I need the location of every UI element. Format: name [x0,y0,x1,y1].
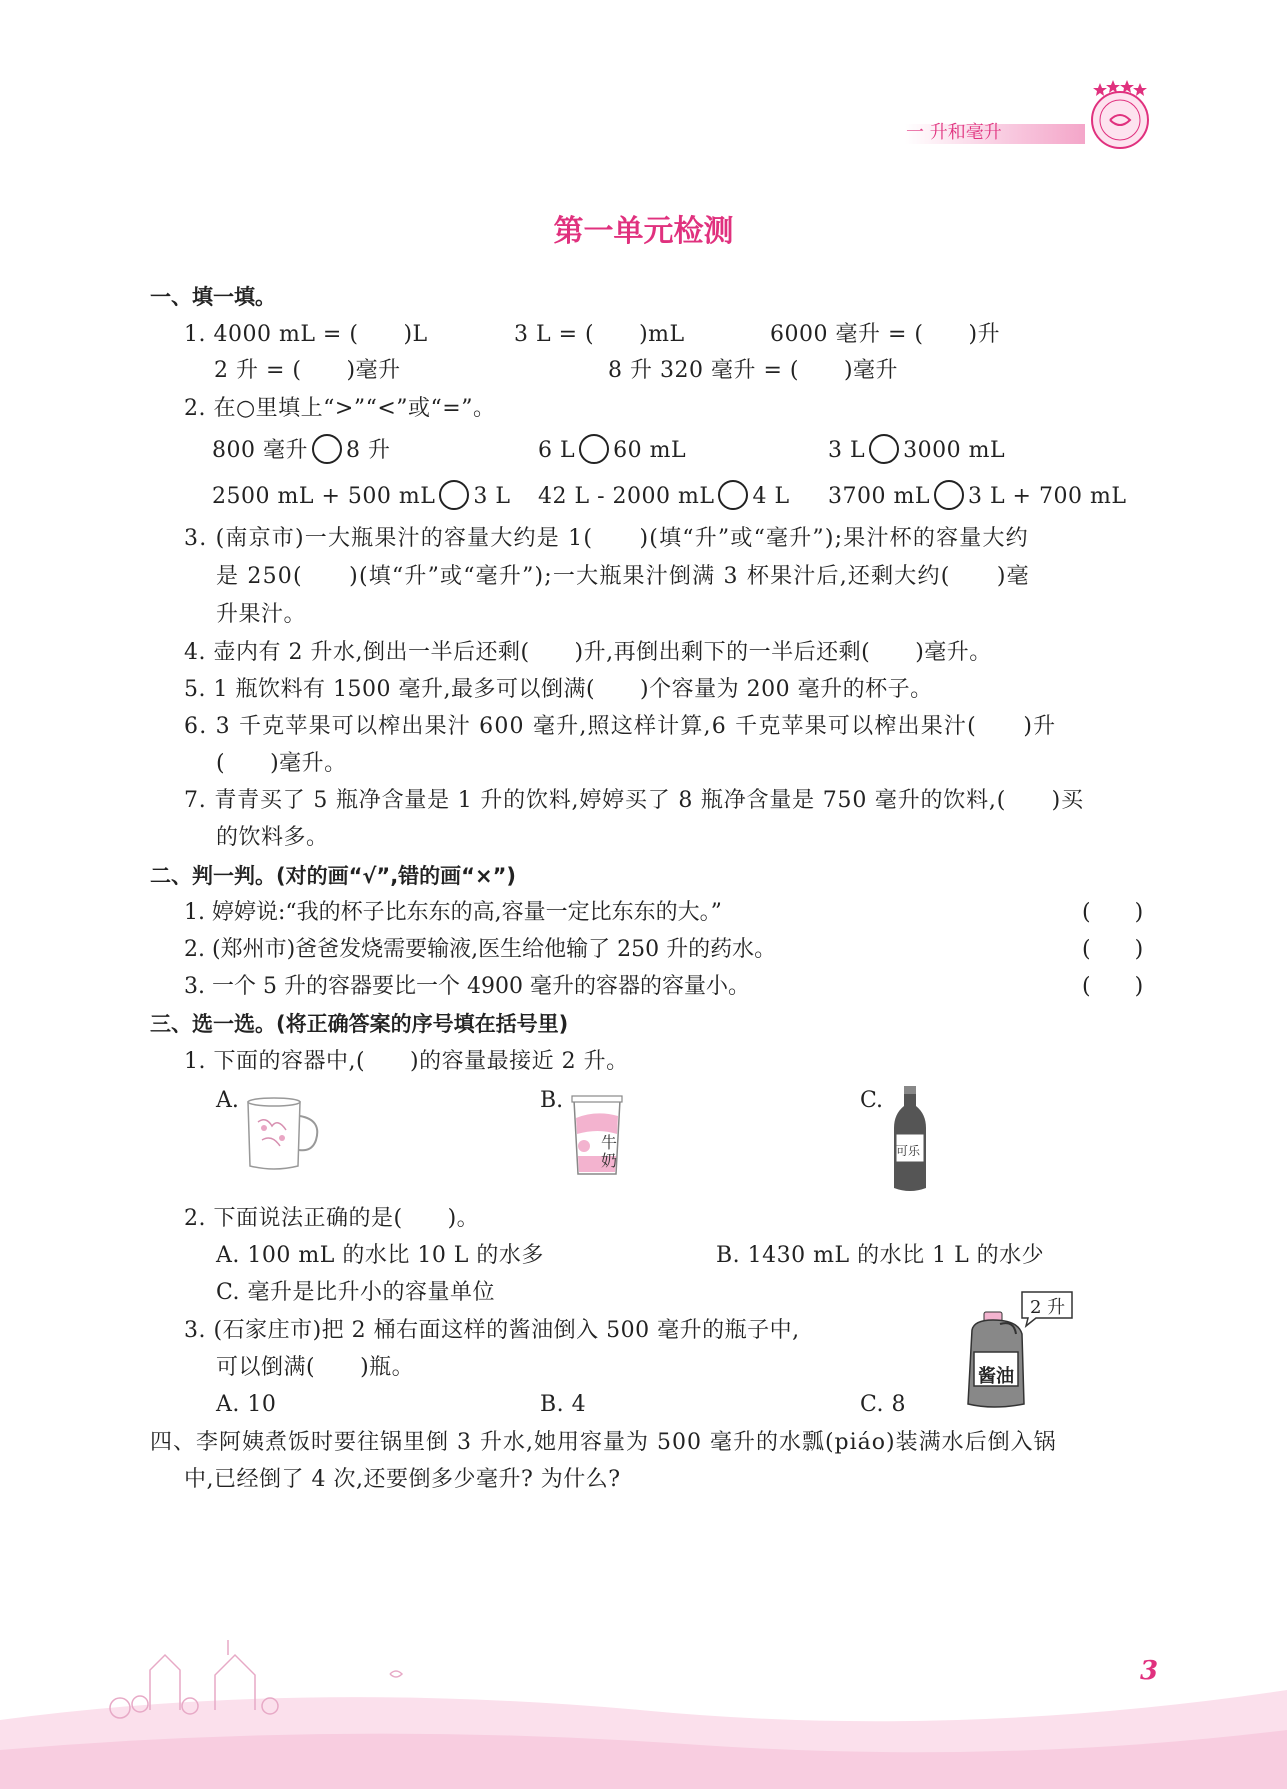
section-1-heading: 一、填一填。 [150,285,276,309]
answer-circle[interactable] [718,480,748,510]
q1-c: 6000 毫升 = ( )升 [770,322,1001,347]
q1-e: 8 升 320 毫升 = ( )毫升 [608,358,899,383]
section-4-line-1 [150,1428,1057,1458]
s3-q2-stem: 2. 下面说法正确的是( )。 [184,1206,480,1231]
jug-volume-bubble: 2 升 [1030,1297,1066,1318]
q3-line-2: 是 250( )(填“升”或“毫升”);一大瓶果汁倒满 3 杯果汁后,还剩大约( )毫 [216,564,1030,589]
option-a-label: A. [216,1088,239,1113]
section-4-line-2: 中,已经倒了 4 次,还要倒多少毫升? 为什么? [184,1467,621,1492]
judge-item-1: 1. 婷婷说:“我的杯子比东东的高,容量一定比东东的大。” [184,900,722,925]
answer-circle[interactable] [579,434,609,464]
jug-label: 酱油 [978,1366,1014,1387]
s3-q1-stem: 1. 下面的容器中,( )的容量最接近 2 升。 [184,1049,629,1074]
q2-stem: 2. 在○里填上“>”“<”或“=”。 [184,396,496,421]
milk-label: 牛奶 [600,1133,617,1170]
q6-line-1: 6. 3 千克苹果可以榨出果汁 600 毫升,照这样计算,6 千克苹果可以榨出果汁( )升 [184,714,1057,739]
compare-right: 4 L [752,484,790,509]
compare-item [828,482,1126,512]
compare-item [212,482,510,512]
compare-left: 800 毫升 [212,438,308,463]
q3-line-3: 升果汁。 [216,602,307,627]
judge-answer-3[interactable]: ( ) [1082,974,1144,999]
section-4-text-1: 四、李阿姨煮饭时要往锅里倒 3 升水,她用容量为 500 毫升的水瓢(piáo)装满水后倒入锅 [150,1430,1057,1455]
compare-item [212,436,391,466]
cola-label: 可乐 [896,1144,921,1158]
section-2-heading: 二、判一判。(对的画“√”,错的画“×”) [150,864,516,888]
judge-answer-1[interactable]: ( ) [1082,900,1144,925]
answer-circle[interactable] [439,480,469,510]
answer-circle[interactable] [934,480,964,510]
q1-b: 3 L = ( )mL [514,322,685,347]
chapter-label: 一 升和毫升 [906,122,1002,143]
compare-item [538,436,686,466]
compare-right: 3 L + 700 mL [967,484,1127,509]
compare-right: 8 升 [346,438,391,463]
logo-badge-icon [1080,76,1160,156]
footer-wave-decoration [0,1600,1287,1789]
option-c-label: C. [860,1088,884,1113]
q6-line-2: ( )毫升。 [216,751,347,776]
judge-item-3: 3. 一个 5 升的容器要比一个 4900 毫升的容器的容量小。 [184,974,750,999]
s3-q3-line-1: 3. (石家庄市)把 2 桶右面这样的酱油倒入 500 毫升的瓶子中, [184,1318,800,1343]
s3-q3-line-2: 可以倒满( )瓶。 [216,1355,415,1380]
s3-q2-option-a: A. 100 mL 的水比 10 L 的水多 [216,1243,544,1268]
answer-circle[interactable] [869,434,899,464]
q1-a: 1. 4000 mL = ( )L [184,322,428,347]
compare-right: 3 L [473,484,511,509]
section-3-heading: 三、选一选。(将正确答案的序号填在括号里) [150,1012,569,1036]
compare-item [538,482,790,512]
s3-q2-option-c: C. 毫升是比升小的容量单位 [216,1280,496,1305]
page-number: 3 [1140,1656,1159,1686]
compare-left: 3 L [828,438,866,463]
q7-line-2: 的饮料多。 [216,825,329,850]
s3-q3-option-c: C. 8 [860,1392,907,1417]
page-title: 第一单元检测 [553,214,734,249]
s3-q3-option-a: A. 10 [216,1392,277,1417]
s3-q3-option-b: B. 4 [540,1392,587,1417]
cola-bottle-icon [890,1084,930,1196]
compare-left: 6 L [538,438,576,463]
compare-left: 42 L - 2000 mL [538,484,715,509]
s3-q2-option-b: B. 1430 mL 的水比 1 L 的水少 [716,1243,1045,1268]
judge-item-2: 2. (郑州市)爸爸发烧需要输液,医生给他输了 250 升的药水。 [184,937,777,962]
compare-left: 2500 mL + 500 mL [212,484,436,509]
q1-d: 2 升 = ( )毫升 [214,358,401,383]
q3-line-1: 3. (南京市)一大瓶果汁的容量大约是 1( )(填“升”或“毫升”);果汁杯的容量大约 [184,526,1029,551]
compare-item [828,436,1005,466]
q7-line-1: 7. 青青买了 5 瓶净含量是 1 升的饮料,婷婷买了 8 瓶净含量是 750 毫升的饮料,( )买 [184,788,1084,813]
answer-circle[interactable] [312,434,342,464]
q4: 4. 壶内有 2 升水,倒出一半后还剩( )升,再倒出剩下的一半后还剩( )毫升。 [184,640,992,665]
compare-right: 3000 mL [903,438,1006,463]
option-b-label: B. [540,1088,564,1113]
compare-right: 60 mL [613,438,687,463]
mug-icon [242,1094,324,1172]
judge-answer-2[interactable]: ( ) [1082,937,1144,962]
q5: 5. 1 瓶饮料有 1500 毫升,最多可以倒满( )个容量为 200 毫升的杯子。 [184,677,933,702]
compare-left: 3700 mL [828,484,930,509]
